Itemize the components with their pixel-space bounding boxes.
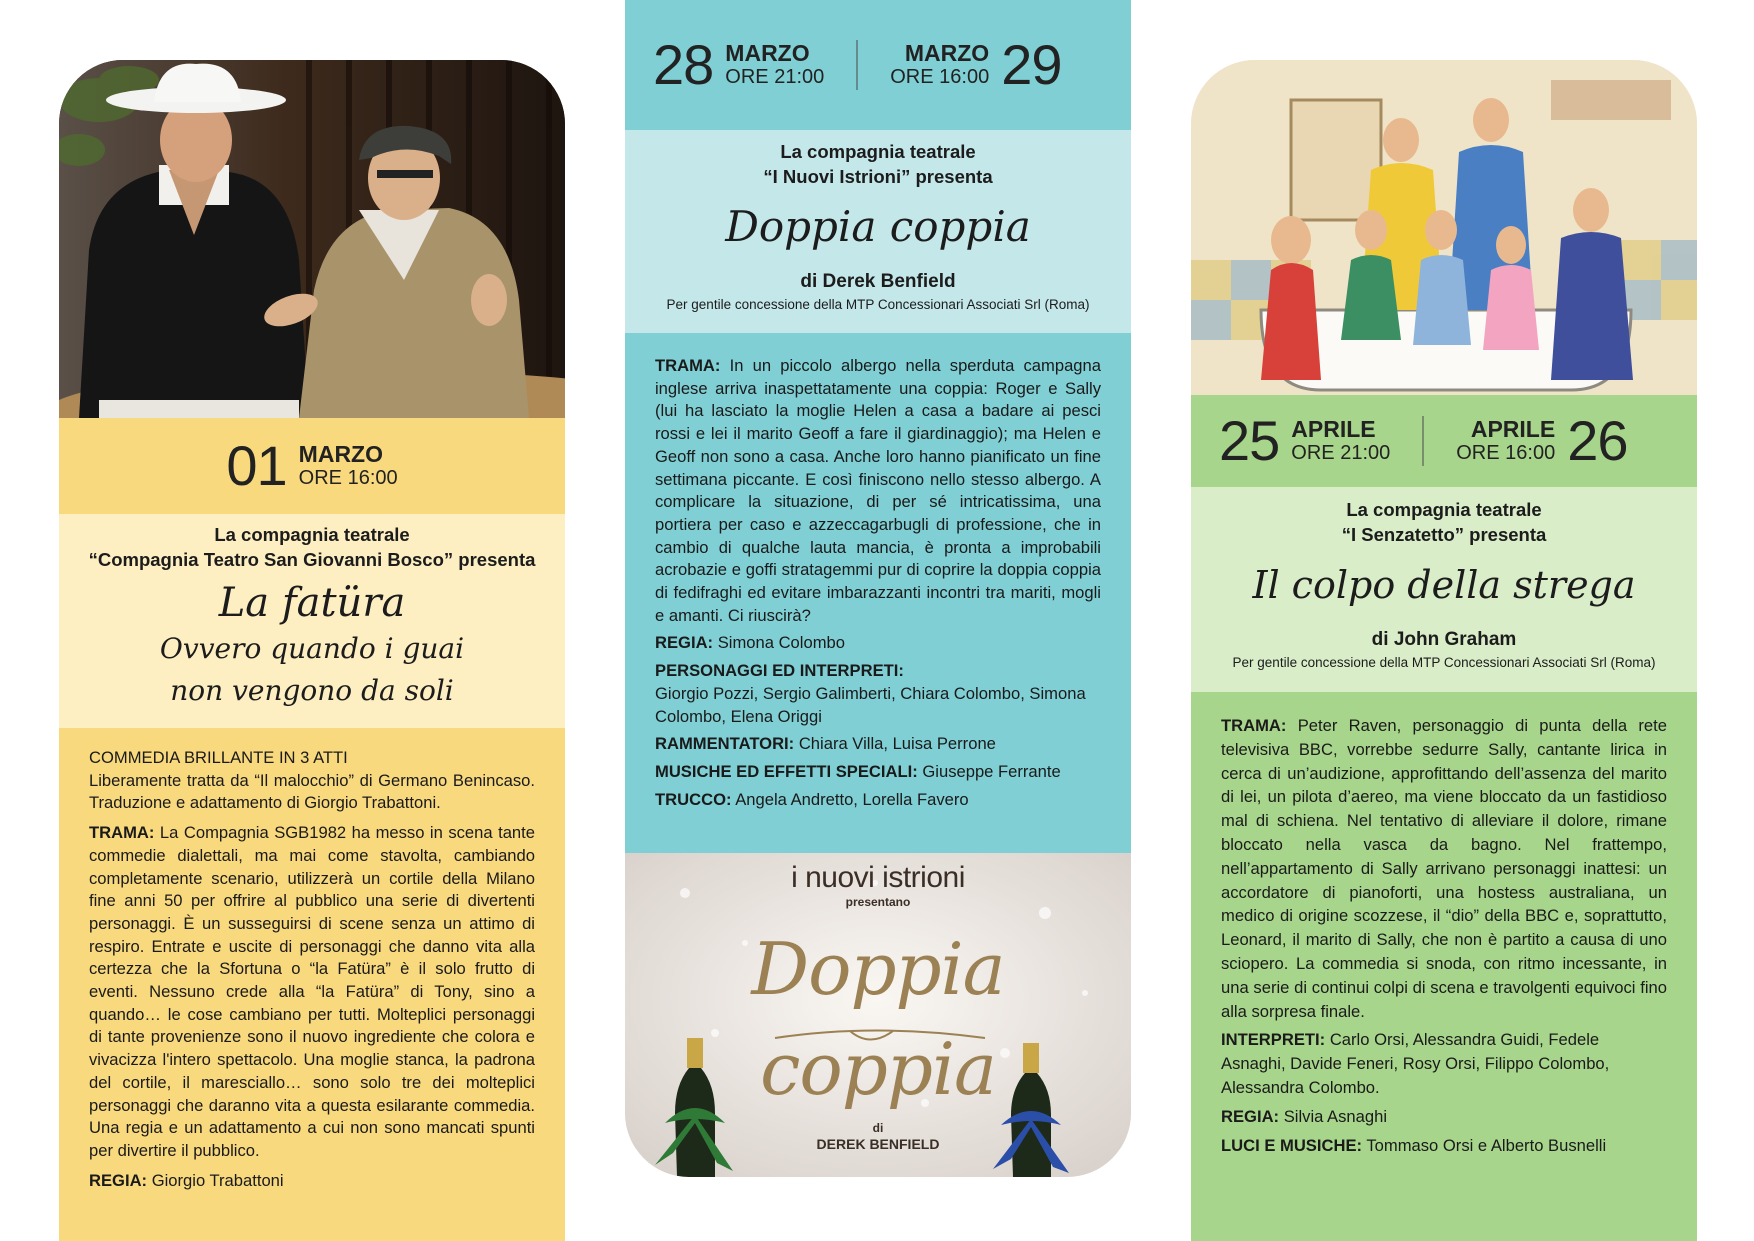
show2-cast-label: PERSONAGGI ED INTERPRETI: — [655, 661, 904, 681]
show3-title: Il colpo della strega — [1252, 563, 1636, 607]
show2-poster-presents: presentano — [845, 895, 911, 909]
show2-regia-text: Simona Colombo — [717, 633, 845, 653]
show2-poster-title: Doppia coppia — [751, 927, 1005, 1111]
show3-license: Per gentile concessione della MTP Concessionari Associati Srl (Roma) — [1232, 655, 1656, 670]
show2-regia-label: REGIA: — [655, 633, 714, 653]
show3-time1: ORE 21:00 — [1291, 442, 1391, 464]
show1-month: MARZO — [298, 441, 383, 467]
show2-poster-author: DEREK BENFIELD — [816, 1136, 940, 1152]
show3-title-band — [1191, 487, 1697, 692]
show3-day2: 26 — [1567, 409, 1628, 472]
show2-poster-brand: i nuovi istrioni — [791, 861, 965, 894]
show1-regia-label: REGIA: — [89, 1170, 148, 1190]
show1-details-band — [59, 728, 565, 1241]
show2-license: Per gentile concessione della MTP Concessionari Associati Srl (Roma) — [666, 297, 1090, 312]
show3-lights-label: LUCI E MUSICHE: — [1221, 1135, 1363, 1155]
show1-trama-label: TRAMA: — [89, 823, 155, 843]
show1-regia — [89, 1170, 535, 1193]
show3-regia-label: REGIA: — [1221, 1106, 1280, 1126]
show1-stage-photo — [59, 60, 565, 418]
show3-company-line2: “I Senzatetto” presenta — [1341, 524, 1547, 545]
show3-date-divider — [1422, 416, 1424, 466]
show2-trama — [655, 355, 1101, 627]
show1-company-line2: “Compagnia Teatro San Giovanni Bosco” presenta — [88, 549, 536, 570]
show1-credit: Liberamente tratta da “Il malocchio” di Germano Benincaso. Traduzione e adattamento di Giorgio Trabattoni. — [89, 770, 535, 813]
show2-makeup-label: TRUCCO: — [655, 789, 732, 809]
show3-details — [1191, 692, 1697, 1157]
show2-cast — [655, 660, 1101, 728]
show3-month1: APRILE — [1291, 416, 1376, 442]
show3-illustration — [1191, 60, 1697, 395]
show1-day: 01 — [226, 434, 287, 497]
show2-company-line2: “I Nuovi Istrioni” presenta — [763, 166, 993, 187]
show3-regia — [1221, 1105, 1667, 1129]
show2-month1: MARZO — [725, 40, 810, 66]
show2-music-text: Giuseppe Ferrante — [922, 761, 1061, 781]
show2-details — [625, 333, 1131, 811]
show2-trama-text: In un piccolo albergo nella sperduta campagna inglese arriva inaspettatamente una coppia: Roger e Sally (lui ha lasciato la moglie Helen a casa a badare ai pesci rossi e lei il marito Geoff a fare il giardinaggio); ma Helen e Geoff non sono a casa. Anche loro hanno pianificato un fine settimana piccante. E così finiscono nello stesso albergo. A complicare la situazione, di per sé intricatissima, una portiera per caso e azzeccagarbugli di professione, che in cambio di qualche lauta mancia, è pronta a improbabili acrobazie e goffi stratagemmi pur di coprire la doppia coppia di fedifraghi ed evitare imbarazzanti incontri tra mariti, mogli e amanti. Ci riuscirà? — [655, 356, 1101, 625]
show3-regia-text: Silvia Asnaghi — [1283, 1106, 1388, 1126]
show2-title-band — [625, 130, 1131, 333]
show1-company — [59, 514, 565, 572]
show2-prompters-text: Chiara Villa, Luisa Perrone — [798, 734, 996, 754]
show3-cast-text: Carlo Orsi, Alessandra Guidi, Fedele Asnaghi, Davide Feneri, Rosy Orsi, Filippo Colombo, Alessandra Colombo. — [1221, 1030, 1610, 1097]
show2-title: Doppia coppia — [725, 202, 1031, 251]
show1-details — [59, 728, 565, 1192]
show1-time: ORE 16:00 — [298, 467, 398, 489]
show2-music-label: MUSICHE ED EFFETTI SPECIALI: — [655, 761, 918, 781]
show3-month2: APRILE — [1470, 416, 1556, 442]
show2-day2: 29 — [1001, 33, 1062, 96]
show3-cast-label: INTERPRETI: — [1221, 1030, 1326, 1050]
show2-poster-di: di — [872, 1121, 884, 1135]
show3-author: di John Graham — [1371, 629, 1517, 650]
show2-makeup — [655, 789, 1101, 812]
show2-poster — [625, 853, 1131, 1177]
show1-company-line1: La compagnia teatrale — [214, 524, 410, 545]
show1-title: La fatüra — [218, 580, 406, 626]
show3-cast — [1221, 1028, 1667, 1099]
show2-month2: MARZO — [904, 40, 990, 66]
show1-title-band — [59, 514, 565, 728]
show2-column — [625, 0, 1131, 1241]
show2-music — [655, 761, 1101, 784]
show1-trama — [89, 822, 535, 1163]
show2-company-line1: La compagnia teatrale — [780, 141, 976, 162]
show3-company-line1: La compagnia teatrale — [1346, 499, 1542, 520]
show2-regia — [655, 632, 1101, 655]
show2-prompters — [655, 733, 1101, 756]
show3-details-band — [1191, 692, 1697, 1241]
show2-cast-text: Giorgio Pozzi, Sergio Galimberti, Chiara Colombo, Simona Colombo, Elena Origgi — [655, 683, 1086, 726]
show3-lights-text: Tommaso Orsi e Alberto Busnelli — [1366, 1135, 1607, 1155]
show2-trama-label: TRAMA: — [655, 356, 721, 375]
show1-subtitle-line2: non vengono da soli — [170, 674, 454, 707]
show2-prompters-label: RAMMENTATORI: — [655, 734, 795, 754]
show2-company — [625, 130, 1131, 189]
show3-trama-label: TRAMA: — [1221, 716, 1287, 735]
show1-date-band — [59, 418, 565, 514]
show3-lights — [1221, 1134, 1667, 1158]
show2-makeup-text: Angela Andretto, Lorella Favero — [735, 789, 969, 809]
show2-day1: 28 — [653, 33, 714, 96]
show1-subtitle-line1: Ovvero quando i guai — [159, 632, 465, 665]
show3-time2: ORE 16:00 — [1456, 442, 1556, 464]
show3-trama-text: Peter Raven, personaggio di punta della rete televisiva BBC, vorrebbe sedurre Sally, cantante lirica in cerca di un’audizione, approfittando dell’assenza del marito di lei, un pilota d’aereo, ma viene bloccato da un fastidioso mal di schiena. Nel tentativo di alleviare il dolore, rimane bloccato nella vasca da bagno. Nel frattempo, nell’appartamento di Sally arrivano personaggi inattesi: un accordatore di pianoforti, una hostess australiana, un medico di origine scozzese, il “dio” della BBC e, soprattutto, Leonard, il marito di Sally, che non è partito a causa di uno sciopero. La commedia si snoda, con ritmo incessante, in una serie di continui colpi di scena e travolgenti equivoci fino alla sorpresa finale. — [1221, 716, 1667, 1021]
show2-author: di Derek Benfield — [800, 271, 956, 292]
show3-column — [1191, 0, 1697, 1241]
show3-company — [1191, 487, 1697, 547]
show2-date-divider — [856, 40, 858, 90]
show2-date-band — [625, 0, 1131, 130]
show2-details-band — [625, 333, 1131, 853]
show1-trama-text: La Compagnia SGB1982 ha messo in scena tante commedie dialettali, ma mai come stavolta, cambiando completamente scenario, utilizzerà un cortile della Milano fine anni 50 per offrire al pubblico una serie di divertenti personaggi. È un susseguirsi di scene senza un attimo di respiro. Entrate e uscite di personaggi che danno vita alla certezza che la Sfortuna o “la Fatüra” è il solo frutto di eventi. Nessuno crede alla “la Fatüra” di Tony, sino a quando… le cose cambiano per tutti. Molteplici personaggi di tante provenienze sono il nuovo ingrediente che colora e vivacizza l'intero spettacolo. Una moglie stanca, la padrona del cortile, il maresciallo… sono solo tre dei molteplici personaggi che daranno vita a questa esilarante commedia. Una regia e un adattamento a cui non sono mancati spunti per divertire il pubblico. — [89, 823, 535, 1160]
show1-column — [59, 0, 565, 1241]
show3-trama — [1221, 714, 1667, 1023]
show3-day1: 25 — [1219, 409, 1280, 472]
show1-genre: COMMEDIA BRILLANTE IN 3 ATTI — [89, 748, 348, 767]
show2-time1: ORE 21:00 — [725, 66, 825, 88]
show1-regia-text: Giorgio Trabattoni — [151, 1170, 284, 1190]
show3-date-band — [1191, 395, 1697, 487]
show2-time2: ORE 16:00 — [890, 66, 990, 88]
